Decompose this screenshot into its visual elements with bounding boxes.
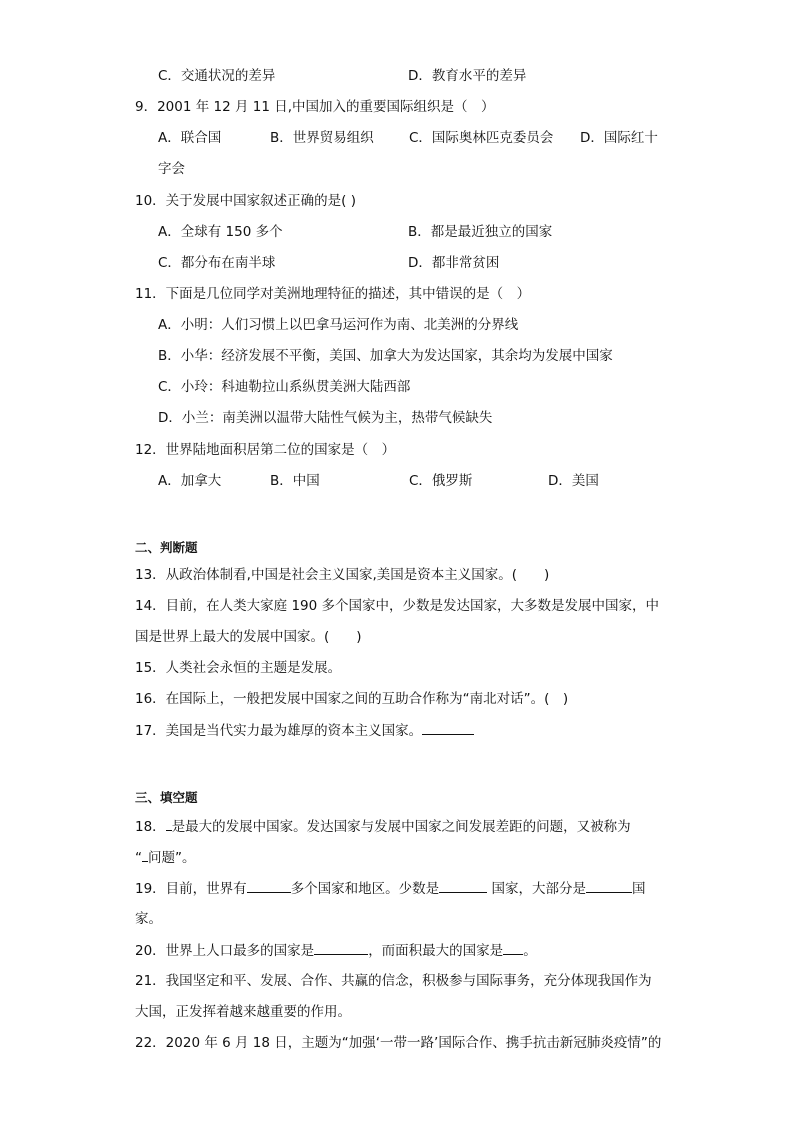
q14-line1: 14．目前，在人类大家庭 190 多个国家中，少数是发达国家，大多数是发展中国家，中 [135, 598, 660, 614]
q19-blank-3[interactable] [586, 878, 632, 893]
q12-option-b: B．中国 [270, 473, 320, 489]
q19-part2: 多个国家和地区。少数是 [290, 881, 440, 897]
q17-text: 17．美国是当代实力最为雄厚的资本主义国家。 [135, 723, 423, 739]
q11-option-c: C．小玲：科迪勒拉山系纵贯美洲大陆西部 [158, 379, 411, 395]
q10-option-b: B．都是最近独立的国家 [408, 224, 553, 240]
q12-option-a: A．加拿大 [158, 473, 222, 489]
section-judgment-title: 二、判断题 [135, 540, 198, 555]
q16-text: 16．在国际上，一般把发展中国家之间的互助合作称为“南北对话”。( ) [135, 691, 569, 707]
q11-option-a: A．小明：人们习惯上以巴拿马运河作为南、北美洲的分界线 [158, 317, 519, 333]
q19-line1 [135, 878, 645, 899]
q20-blank-2[interactable] [503, 940, 523, 955]
q18-number: 18． [135, 819, 166, 835]
q9-option-d: D．国际红十 [580, 130, 658, 146]
q13-text: 13．从政治体制看,中国是社会主义国家,美国是资本主义国家。( ) [135, 567, 550, 583]
q9-stem: 9．2001 年 12 月 11 日,中国加入的重要国际组织是（ ） [135, 99, 495, 115]
q18-line1 [135, 816, 631, 837]
q12-option-d: D．美国 [548, 473, 599, 489]
q10-option-d: D．都非常贫困 [408, 255, 500, 271]
q10-stem: 10．关于发展中国家叙述正确的是( ) [135, 193, 357, 209]
q19-blank-1[interactable] [247, 878, 291, 893]
q11-stem: 11．下面是几位同学对美洲地理特征的描述，其中错误的是（ ） [135, 286, 531, 302]
q19-blank-2[interactable] [439, 878, 487, 893]
q14-line2: 国是世界上最大的发展中国家。( ) [135, 629, 362, 645]
q21-line2: 大国，正发挥着越来越重要的作用。 [135, 1004, 351, 1020]
section-fill-title: 三、填空题 [135, 790, 198, 805]
q19-line2: 家。 [135, 911, 162, 927]
q20-part3: 。 [523, 943, 537, 959]
q22-line1: 22．2020 年 6 月 18 日，主题为“加强‘一带一路’国际合作、携手抗击新冠肺炎疫情”的 [135, 1035, 662, 1051]
q20-line [135, 940, 537, 961]
q12-option-c: C．俄罗斯 [409, 473, 473, 489]
q18-close-text: 问题”。 [148, 850, 196, 866]
q19-part1: 19．目前，世界有 [135, 881, 247, 897]
q18-line2 [135, 847, 196, 868]
q9-option-d-cont: 字会 [158, 161, 185, 177]
q12-stem: 12．世界陆地面积居第二位的国家是（ ） [135, 442, 396, 458]
q19-part3: 国家，大部分是 [487, 881, 586, 897]
q20-part2: ，而面积最大的国家是 [368, 943, 504, 959]
q9-option-b: B．世界贸易组织 [270, 130, 374, 146]
q9-option-c: C．国际奥林匹克委员会 [409, 130, 554, 146]
q11-option-d: D．小兰：南美洲以温带大陆性气候为主，热带气候缺失 [158, 410, 493, 426]
q9-option-a: A．联合国 [158, 130, 222, 146]
q10-option-c: C．都分布在南半球 [158, 255, 276, 271]
q10-option-a: A．全球有 150 多个 [158, 224, 283, 240]
q18-open-quote: “ [135, 850, 142, 866]
q17-answer-blank[interactable] [422, 720, 474, 735]
q15-text: 15．人类社会永恒的主题是发展。 [135, 660, 342, 676]
q21-line1: 21．我国坚定和平、发展、合作、共赢的信念，积极参与国际事务，充分体现我国作为 [135, 973, 652, 989]
q8-option-d: D．教育水平的差异 [408, 68, 527, 84]
q11-option-b: B．小华：经济发展不平衡，美国、加拿大为发达国家，其余均为发展中国家 [158, 348, 613, 364]
q18-line1-text: 是最大的发展中国家。发达国家与发展中国家之间发展差距的问题，又被称为 [171, 819, 631, 835]
q20-blank-1[interactable] [314, 940, 368, 955]
q19-part4: 国 [631, 881, 646, 897]
q8-option-c: C．交通状况的差异 [158, 68, 276, 84]
q17-line [135, 720, 474, 741]
q20-part1: 20．世界上人口最多的国家是 [135, 943, 315, 959]
